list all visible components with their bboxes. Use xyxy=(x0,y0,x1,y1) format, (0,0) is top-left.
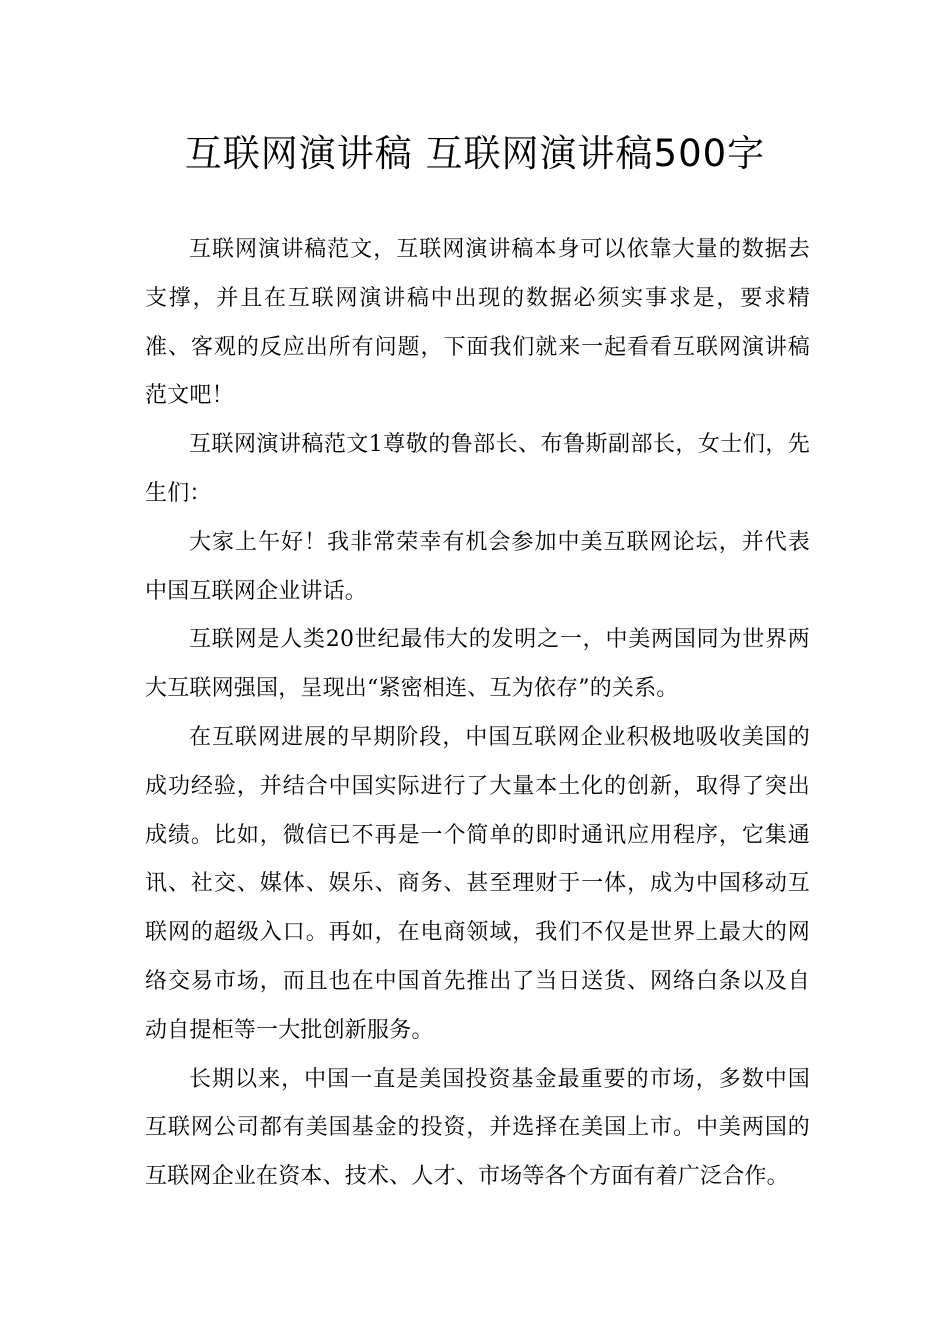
document-body xyxy=(145,226,810,1202)
paragraph-early-stage: 在互联网进展的早期阶段，中国互联网企业积极地吸收美国的成功经验，并结合中国实际进行了大量本土化的创新，取得了突出成绩。比如，微信已不再是一个简单的即时通讯应用程序，它集通讯、社交、媒体、娱乐、商务、甚至理财于一体，成为中国移动互联网的超级入口。再如，在电商领域，我们不仅是世界上最大的网络交易市场，而且也在中国首先推出了当日送货、网络白条以及自动自提柜等一大批创新服务。 xyxy=(145,724,810,1043)
paragraph-internet-invention: 互联网是人类20世纪最伟大的发明之一，中美两国同为世界两大互联网强国，呈现出“紧密相连、互为依存”的关系。 xyxy=(145,627,810,702)
paragraph-cooperation: 长期以来，中国一直是美国投资基金最重要的市场，多数中国互联网公司都有美国基金的投资，并选择在美国上市。中美两国的互联网企业在资本、技术、人才、市场等各个方面有着广泛合作。 xyxy=(145,1066,810,1190)
paragraph-greeting: 大家上午好！我非常荣幸有机会参加中美互联网论坛，并代表中国互联网企业讲话。 xyxy=(145,529,810,604)
paragraph-salutation: 互联网演讲稿范文1尊敬的鲁部长、布鲁斯副部长，女士们，先生们： xyxy=(145,432,810,506)
paragraph-intro: 互联网演讲稿范文，互联网演讲稿本身可以依靠大量的数据去支撑，并且在互联网演讲稿中出现的数据必须实事求是，要求精准、客观的反应出所有问题，下面我们就来一起看看互联网演讲稿范文吧！ xyxy=(145,237,810,409)
document-title: 互联网演讲稿 互联网演讲稿500字 xyxy=(184,132,766,175)
